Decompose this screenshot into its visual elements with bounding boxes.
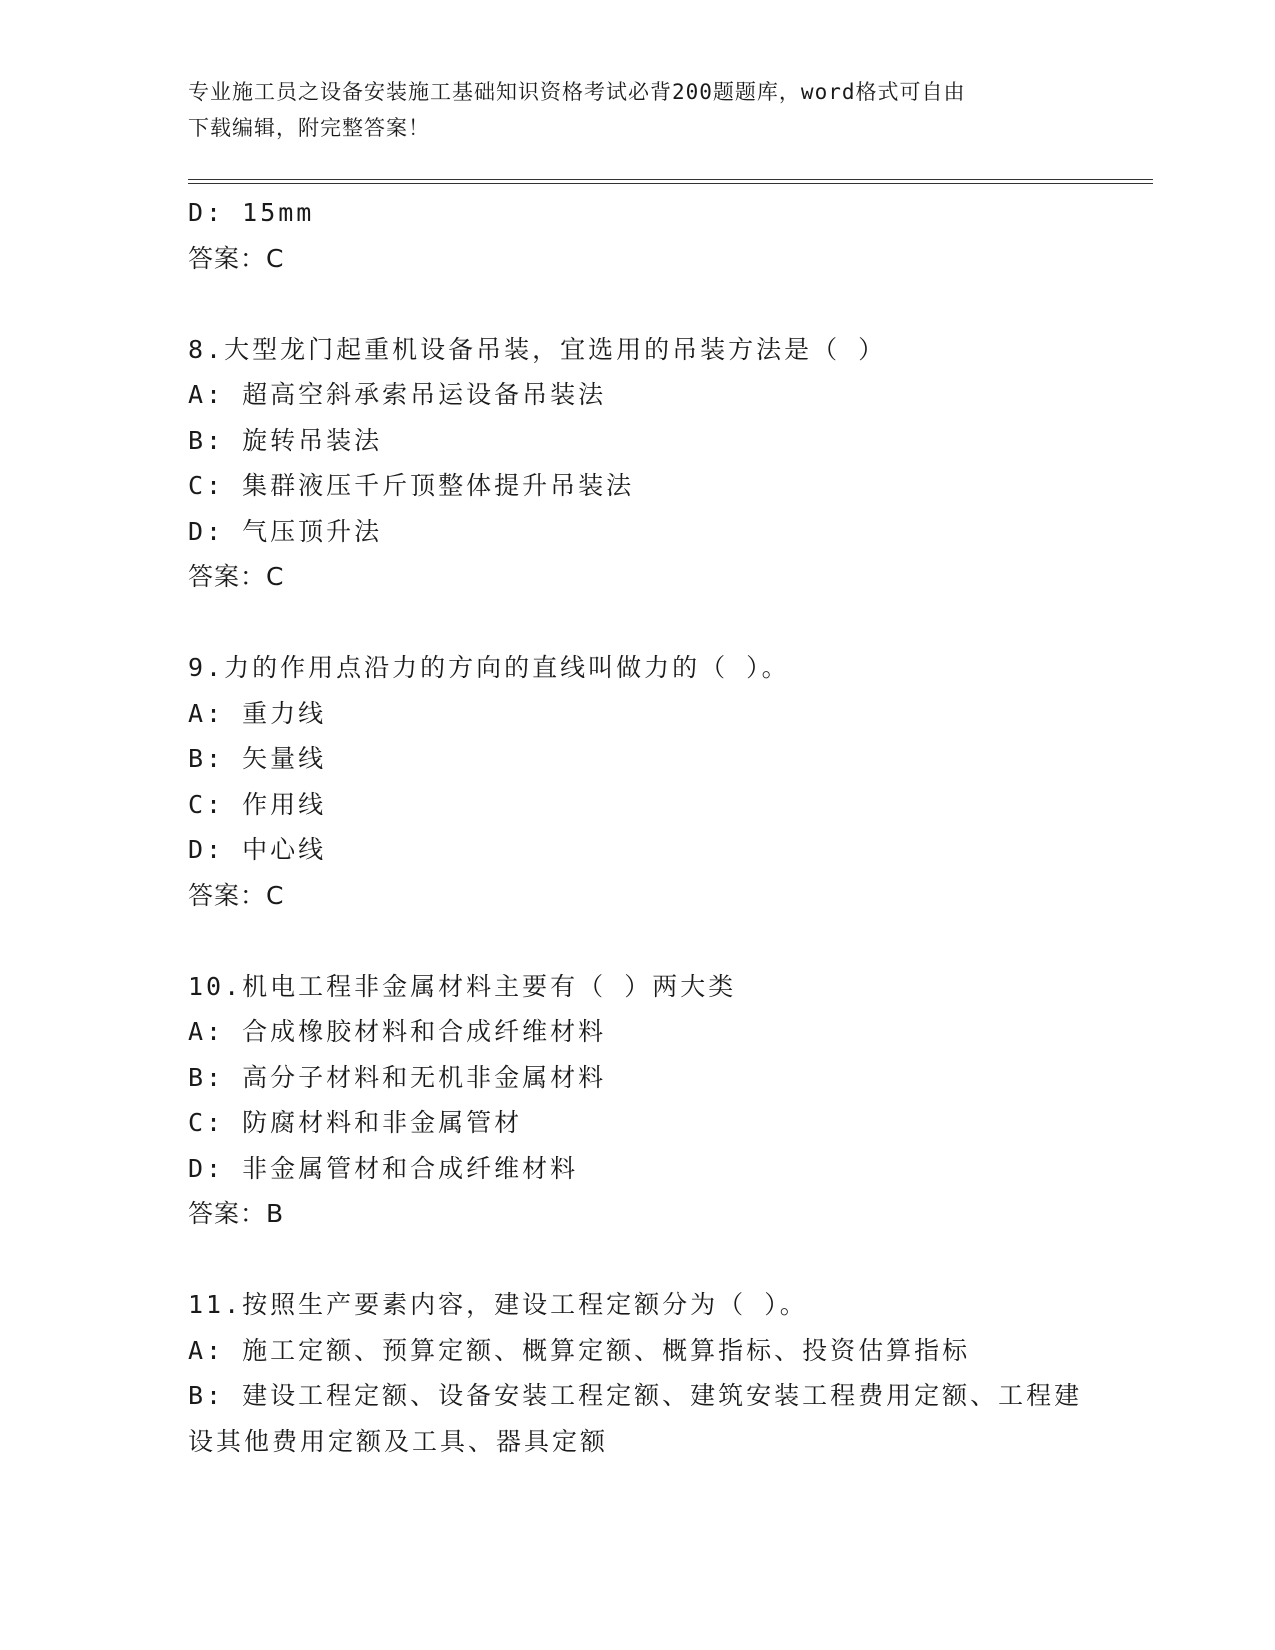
question-11 [188, 1282, 1088, 1464]
spacer [188, 1237, 1088, 1283]
option-a: A: 合成橡胶材料和合成纤维材料 [188, 1017, 607, 1046]
option-d: D: 气压顶升法 [188, 516, 383, 546]
option-c: C: 防腐材料和非金属管材 [188, 1108, 523, 1137]
option-b: B: 建设工程定额、设备安装工程定额、建筑安装工程费用定额、工程建设其他费用定额及工具、器具定额 [188, 1381, 1083, 1456]
spacer [188, 918, 1088, 964]
option-d: D: 中心线 [188, 835, 327, 864]
option-b: B: 旋转吊装法 [188, 425, 383, 455]
question-stem: 10.机电工程非金属材料主要有（ ）两大类 [188, 971, 737, 1001]
header-divider-top [188, 179, 1153, 180]
question-stem: 11.按照生产要素内容，建设工程定额分为（ ）。 [188, 1290, 808, 1319]
answer-line: 答案：B [188, 1199, 285, 1228]
option-a: A: 重力线 [188, 698, 327, 728]
option-b: B: 高分子材料和无机非金属材料 [188, 1062, 607, 1092]
option-c: C: 集群液压千斤顶整体提升吊装法 [188, 471, 635, 500]
option-a: A: 施工定额、预算定额、概算定额、概算指标、投资估算指标 [188, 1335, 971, 1365]
option-d: D: 非金属管材和合成纤维材料 [188, 1153, 579, 1183]
partial-question-7 [188, 190, 1088, 281]
question-stem: 9.力的作用点沿力的方向的直线叫做力的（ ）。 [188, 653, 790, 682]
question-10 [188, 964, 1088, 1237]
spacer [188, 281, 1088, 327]
option-b: B: 矢量线 [188, 744, 327, 773]
option-a: A: 超高空斜承索吊运设备吊装法 [188, 380, 607, 409]
question-9 [188, 645, 1088, 918]
question-content [188, 190, 1088, 1464]
header-title-line-2: 下载编辑，附完整答案！ [188, 116, 430, 140]
question-stem: 8.大型龙门起重机设备吊装，宜选用的吊装方法是（ ） [188, 334, 887, 364]
answer-line: 答案：C [188, 243, 285, 273]
document-header [188, 74, 1088, 146]
option-d: D: 15mm [188, 198, 315, 227]
spacer [188, 600, 1088, 646]
option-c: C: 作用线 [188, 789, 327, 819]
question-8 [188, 327, 1088, 600]
header-title-line-1: 专业施工员之设备安装施工基础知识资格考试必背200题题库，word格式可自由 [188, 80, 966, 104]
answer-line: 答案：C [188, 880, 285, 910]
header-divider-bottom [188, 183, 1153, 184]
answer-line: 答案：C [188, 562, 285, 591]
